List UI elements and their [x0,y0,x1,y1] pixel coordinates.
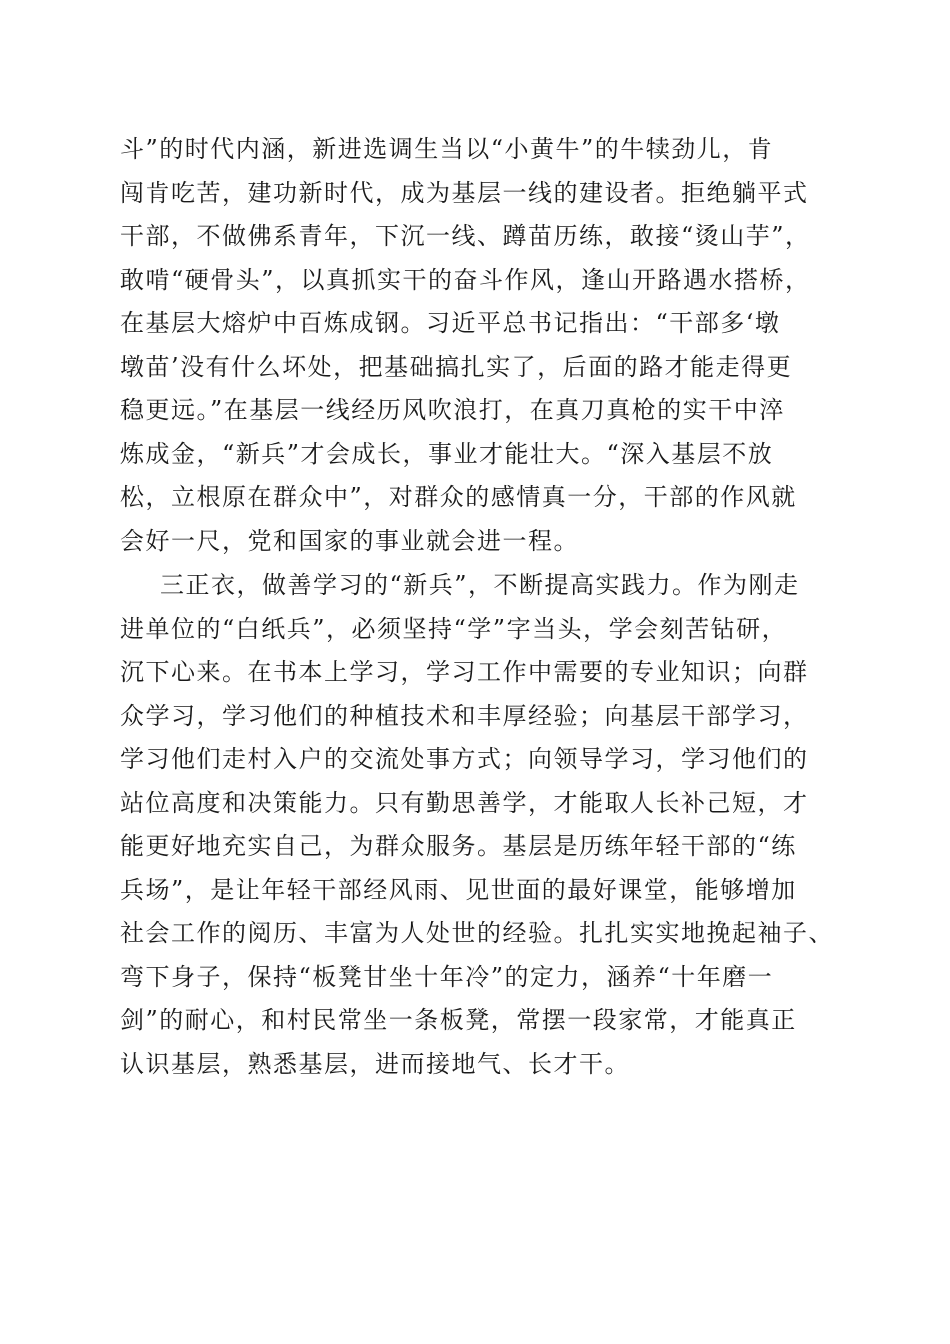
paragraph-1 [120,128,840,563]
paragraph-2-first-line: 三正衣，做善学习的“新兵”，不断提高实践力。作为刚走 [160,571,800,599]
paragraph-1-line: 会好一尺，党和国家的事业就会进一程。 [120,526,579,555]
paragraph-2-line: 兵场”，是让年轻干部经风雨、见世面的最好课堂，能够增加 [120,875,797,904]
paragraph-2-line: 众学习，学习他们的种植技术和丰厚经验；向基层干部学习， [120,701,809,730]
paragraph-1-line: 斗”的时代内涵，新进选调生当以“小黄牛”的牛犊劲儿，肯 [120,135,774,163]
paragraph-1-line: 墩苗’没有什么坏处，把基础搞扎实了，后面的路才能走得更 [120,352,793,381]
paragraph-2-line: 沉下心来。在书本上学习，学习工作中需要的专业知识；向群 [120,658,809,686]
paragraph-1-line: 闯肯吃苦，建功新时代，成为基层一线的建设者。拒绝躺平式 [120,178,809,207]
paragraph-2-line: 弯下身子，保持“板凳甘坐十年冷”的定力，涵养“十年磨一 [120,962,774,991]
paragraph-2-line: 认识基层，熟悉基层，进而接地气、长才干。 [120,1049,630,1078]
paragraph-1-line: 在基层大熔炉中百炼成钢。习近平总书记指出：“干部多‘墩 [120,309,781,337]
paragraph-2 [120,564,840,1086]
paragraph-2-line: 学习他们走村入户的交流处事方式；向领导学习，学习他们的 [120,745,809,773]
paragraph-2-line: 站位高度和决策能力。只有勤思善学，才能取人长补己短，才 [120,788,809,817]
paragraph-2-line: 剑”的耐心，和村民常坐一条板凳，常摆一段家常，才能真正 [120,1006,797,1034]
paragraph-2-line: 社会工作的阅历、丰富为人处世的经验。扎扎实实地挽起袖子、 [120,919,834,947]
paragraph-1-line: 炼成金，“新兵”才会成长，事业才能壮大。“深入基层不放 [120,439,774,468]
paragraph-1-line: 松，立根原在群众中”，对群众的感情真一分，干部的作风就 [120,483,797,511]
paragraph-1-line: 敢啃“硬骨头”，以真抓实干的奋斗作风，逢山开路遇水搭桥， [120,265,811,294]
paragraph-1-line: 稳更远。”在基层一线经历风吹浪打，在真刀真枪的实干中淬 [120,396,785,424]
paragraph-2-line: 进单位的“白纸兵”，必须坚持“学”字当头，学会刻苦钻研， [120,614,788,643]
paragraph-2-line: 能更好地充实自己，为群众服务。基层是历练年轻干部的“练 [120,832,797,860]
paragraph-1-line: 干部，不做佛系青年，下沉一线、蹲苗历练，敢接“烫山芋”， [120,222,811,250]
